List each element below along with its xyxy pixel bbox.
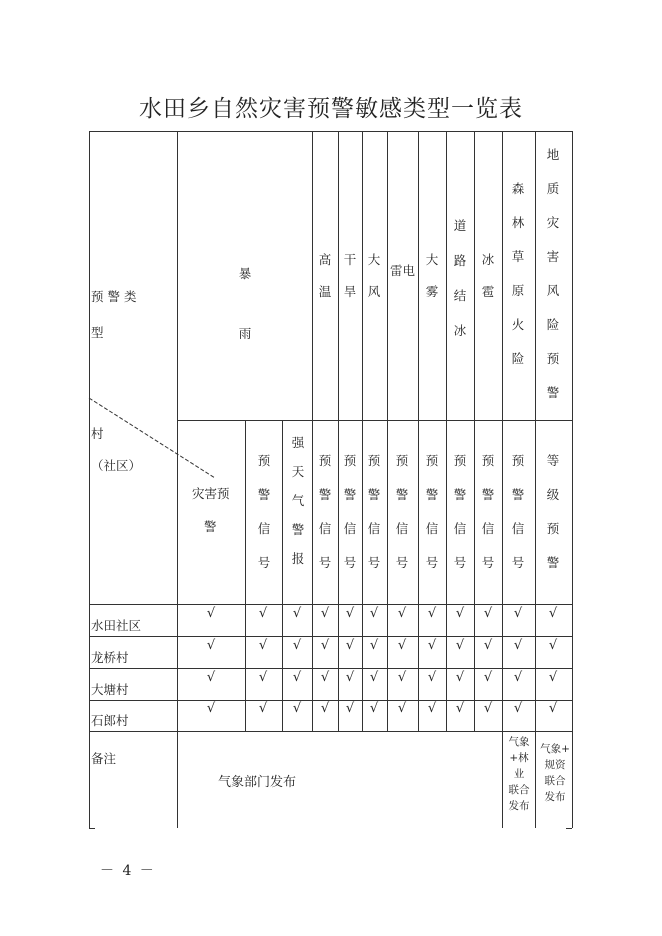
signal-col-hail: 预 警 信 号	[481, 453, 495, 570]
check-mark: √	[206, 670, 216, 685]
check-mark: √	[345, 701, 355, 716]
row-name: 石郎村	[91, 713, 129, 728]
check-mark: √	[369, 670, 379, 685]
check-mark: √	[427, 670, 437, 685]
check-mark: √	[320, 701, 330, 716]
check-mark: √	[397, 606, 407, 621]
check-mark: √	[345, 670, 355, 685]
check-mark: √	[483, 606, 493, 621]
signal-col-thunder: 预 警 信 号	[395, 453, 409, 570]
row-name: 大塘村	[91, 682, 129, 697]
check-mark: √	[483, 670, 493, 685]
check-mark: √	[320, 670, 330, 685]
row-name: 龙桥村	[91, 650, 129, 665]
corner-village-label-2: （社区）	[91, 458, 142, 473]
hazard-thunder: 雷电	[390, 263, 416, 278]
check-mark: √	[427, 701, 437, 716]
check-mark: √	[548, 638, 558, 653]
check-mark: √	[258, 670, 268, 685]
check-mark: √	[455, 670, 465, 685]
check-mark: √	[427, 606, 437, 621]
check-mark: √	[369, 606, 379, 621]
signal-disaster: 灾害预	[192, 486, 230, 501]
check-mark: √	[369, 701, 379, 716]
row-name: 水田社区	[91, 618, 142, 633]
signal-col-forest: 预 警 信 号	[511, 453, 525, 570]
check-mark: √	[548, 606, 558, 621]
check-mark: √	[455, 701, 465, 716]
check-mark: √	[320, 638, 330, 653]
remarks-forest: 气象 +林 业 联合 发布	[508, 736, 530, 812]
signal-col-level: 等 级 预 警	[546, 453, 560, 570]
check-mark: √	[206, 606, 216, 621]
check-mark: √	[397, 701, 407, 716]
check-mark: √	[292, 606, 302, 621]
check-mark: √	[548, 670, 558, 685]
check-mark: √	[548, 701, 558, 716]
check-mark: √	[258, 606, 268, 621]
corner-type-label: 预 警 类	[91, 289, 137, 304]
check-mark: √	[292, 670, 302, 685]
hazard-road-ice: 道 路 结 冰	[453, 218, 467, 338]
check-mark: √	[427, 638, 437, 653]
hazard-rainstorm: 暴 雨	[238, 266, 252, 341]
remarks-geo: 气象+ 规资 联合 发布	[540, 743, 570, 803]
check-mark: √	[258, 638, 268, 653]
corner-village-label: 村	[91, 426, 104, 441]
check-mark: √	[258, 701, 268, 716]
check-mark: √	[292, 701, 302, 716]
check-mark: √	[320, 606, 330, 621]
signal-col-fog: 预 警 信 号	[425, 453, 439, 570]
check-mark: √	[513, 638, 523, 653]
check-mark: √	[397, 638, 407, 653]
signal-severe: 强 天 气 警 报	[291, 435, 305, 566]
check-mark: √	[483, 638, 493, 653]
check-mark: √	[292, 638, 302, 653]
hazard-drought: 干 旱	[343, 252, 357, 299]
check-mark: √	[345, 606, 355, 621]
signal-col-wind: 预 警 信 号	[367, 453, 381, 570]
signal-col-heat: 预 警 信 号	[318, 453, 332, 570]
hazard-forest-fire: 森 林 草 原 火 险	[511, 181, 525, 366]
check-mark: √	[397, 670, 407, 685]
check-mark: √	[369, 638, 379, 653]
page-title: 水田乡自然灾害预警敏感类型一览表	[139, 96, 523, 122]
check-mark: √	[455, 638, 465, 653]
signal-col-1: 预 警 信 号	[257, 453, 271, 570]
check-mark: √	[206, 638, 216, 653]
signal-disaster-2: 警	[204, 519, 217, 534]
remarks-label: 备注	[91, 751, 117, 766]
check-mark: √	[513, 670, 523, 685]
hazard-fog: 大 雾	[425, 252, 439, 299]
corner-type-label-2: 型	[91, 325, 104, 340]
check-mark: √	[206, 701, 216, 716]
signal-col-drought: 预 警 信 号	[343, 453, 357, 570]
check-mark: √	[513, 701, 523, 716]
check-mark: √	[345, 638, 355, 653]
hazard-hail: 冰 雹	[481, 252, 495, 299]
hazard-heat: 高 温	[318, 252, 332, 299]
page-number: － 4 －	[100, 863, 156, 879]
hazard-wind: 大 风	[367, 252, 381, 299]
signal-col-road-ice: 预 警 信 号	[453, 453, 467, 570]
check-mark: √	[455, 606, 465, 621]
check-mark: √	[483, 701, 493, 716]
check-mark: √	[513, 606, 523, 621]
remarks-weather: 气象部门发布	[218, 775, 297, 790]
hazard-geo: 地 质 灾 害 风 险 预 警	[546, 147, 560, 400]
